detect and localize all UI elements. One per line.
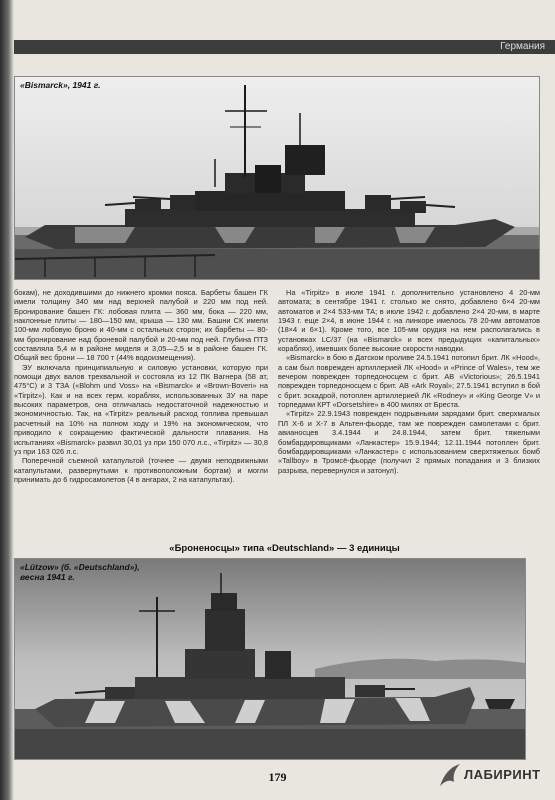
section-title: Германия (500, 41, 545, 52)
photo-bismarck-caption: «Bismarck», 1941 г. (20, 80, 101, 90)
photo-lutzow-caption (20, 562, 140, 582)
photo-bismarck (14, 76, 540, 280)
photo-lutzow-caption-line: весна 1941 г. (20, 572, 75, 582)
left-paragraph: ЭУ включала принципиальную и силовую установки, которую при помощи двух валов трехвальной и состояла из 12 ПК Вагнера (58 ат, 475°C) и 3 ТЗА («Blohm und Voss» на «Bismarck» и «Brown-Boveri» на «Tirpitz»). Как и на всех герм. кораблях, использованных ЗУ на паре высоких параметров, она отличалась недостаточной надежностью и экономичностью. Так, на «Tirpitz» реальный расход топлива превышал расчетный на 10% на полном ходу и 19% на экономическом, что приводило к сокращению фактической дальности плавания. На испытаниях «Bismarck» развил 30,01 уз при 150 070 л.с., «Tirpitz» — 30,8 уз при 163 026 л.с. (14, 362, 268, 456)
page-number: 179 (268, 770, 287, 784)
book-gutter-shadow (0, 0, 14, 800)
left-paragraph: Поперечной съемной катапультой (точнее — двумя неподвижными катапультами, развернутыми к противоположным бортам) и могли принимать до 6 гидросамолетов (4 в ангарах, 2 на катапультах). (14, 456, 268, 484)
left-paragraph: бокам), не доходившими до нижнего кромки пояса. Барбеты башен ГК имели толщину 340 мм над верхней палубой и 220 мм под ней. Бронирование башен ГК: лобовая плита — 360 мм, бока — 220 мм, наклонные плиты — 180—150 мм, крыша — 130 мм. Башни СК имели 100-мм лобовую броню и 40-мм с остальных сторон; их барбеты — 80-мм бронирование над броневой палубой и 20-мм под ней. Глубина ПТЗ составляла 5,4 м в районе миделя и 3,05—2,5 м в районе башен ГК. Общий вес брони — 18 700 т (44% водоизмещения). (14, 288, 268, 363)
photo-lutzow (14, 558, 526, 760)
right-paragraph: «Tirpitz» 22.9.1943 поврежден подрывными зарядами брит. сверхмалых ПЛ Х-6 и Х-7 в Альтен-фьорде, там же поврежден самолетами с брит. авианосцев 3.4.1944 и 24.8.1944, затем брит. тяжелыми бомбардировщиками «Ланкастер» 15.9.1944; 12.11.1944 потоплен брит. бомбардировщиками «Ланкастер» с использованием сверхтяжелых бомб «Tallboy» в Тромсё-фьорде (получил 2 прямых попадания и 3 близких разрыва, перевернулся и затонул). (278, 409, 540, 475)
publisher-logo (438, 760, 550, 790)
photo-lutzow-caption-line: «Lützow» (б. «Deutschland»), (20, 562, 140, 572)
right-paragraph: «Bismarck» в бою в Датском проливе 24.5.1941 потопил брит. ЛК «Hood», а сам был поврежден артиллерией ЛК «Hood» и «Prince of Wales», тем же вечером поврежден торпедоносцем с брит. АВ «Victorious»; 26.5.1941 поврежден торпедоносцем с брит. АВ «Ark Royal»; 27.5.1941 вступил в бой с брит. эскадрой, потоплен артиллерией ЛК «Rodney» и «King George V» и торпедами КРТ «Dorsetshire» в 400 милях от Бреста. (278, 353, 540, 410)
running-header (14, 40, 555, 54)
right-paragraph: На «Tirpitz» в июле 1941 г. дополнительно установлено 4 20-мм автомата; в сентябре 1941 г. столько же снято, добавлено 6×4 20-мм автоматов и 2×4 533-мм ТА; в июле 1942 г. добавлено 2×4 20-мм, в марте 1943 г. еще 2×4, в июне 1944 г. на линкоре имелось 78 20-мм автоматов (18×4 и 6×1). Кроме того, все 105-мм орудия на нем располагались в установках LC/37 (на «Bismarck» и всех предыдущих «капитальных» кораблях), имевших более высокие скорости наводки. (278, 288, 540, 354)
publisher-logo-text: ЛАБИРИНТ (464, 767, 541, 782)
text-column-right (278, 288, 540, 538)
section-subheading: «Броненосцы» типа «Deutschland» — 3 единицы (169, 543, 400, 554)
labirint-bird-icon (438, 760, 464, 790)
text-column-left (14, 288, 268, 538)
